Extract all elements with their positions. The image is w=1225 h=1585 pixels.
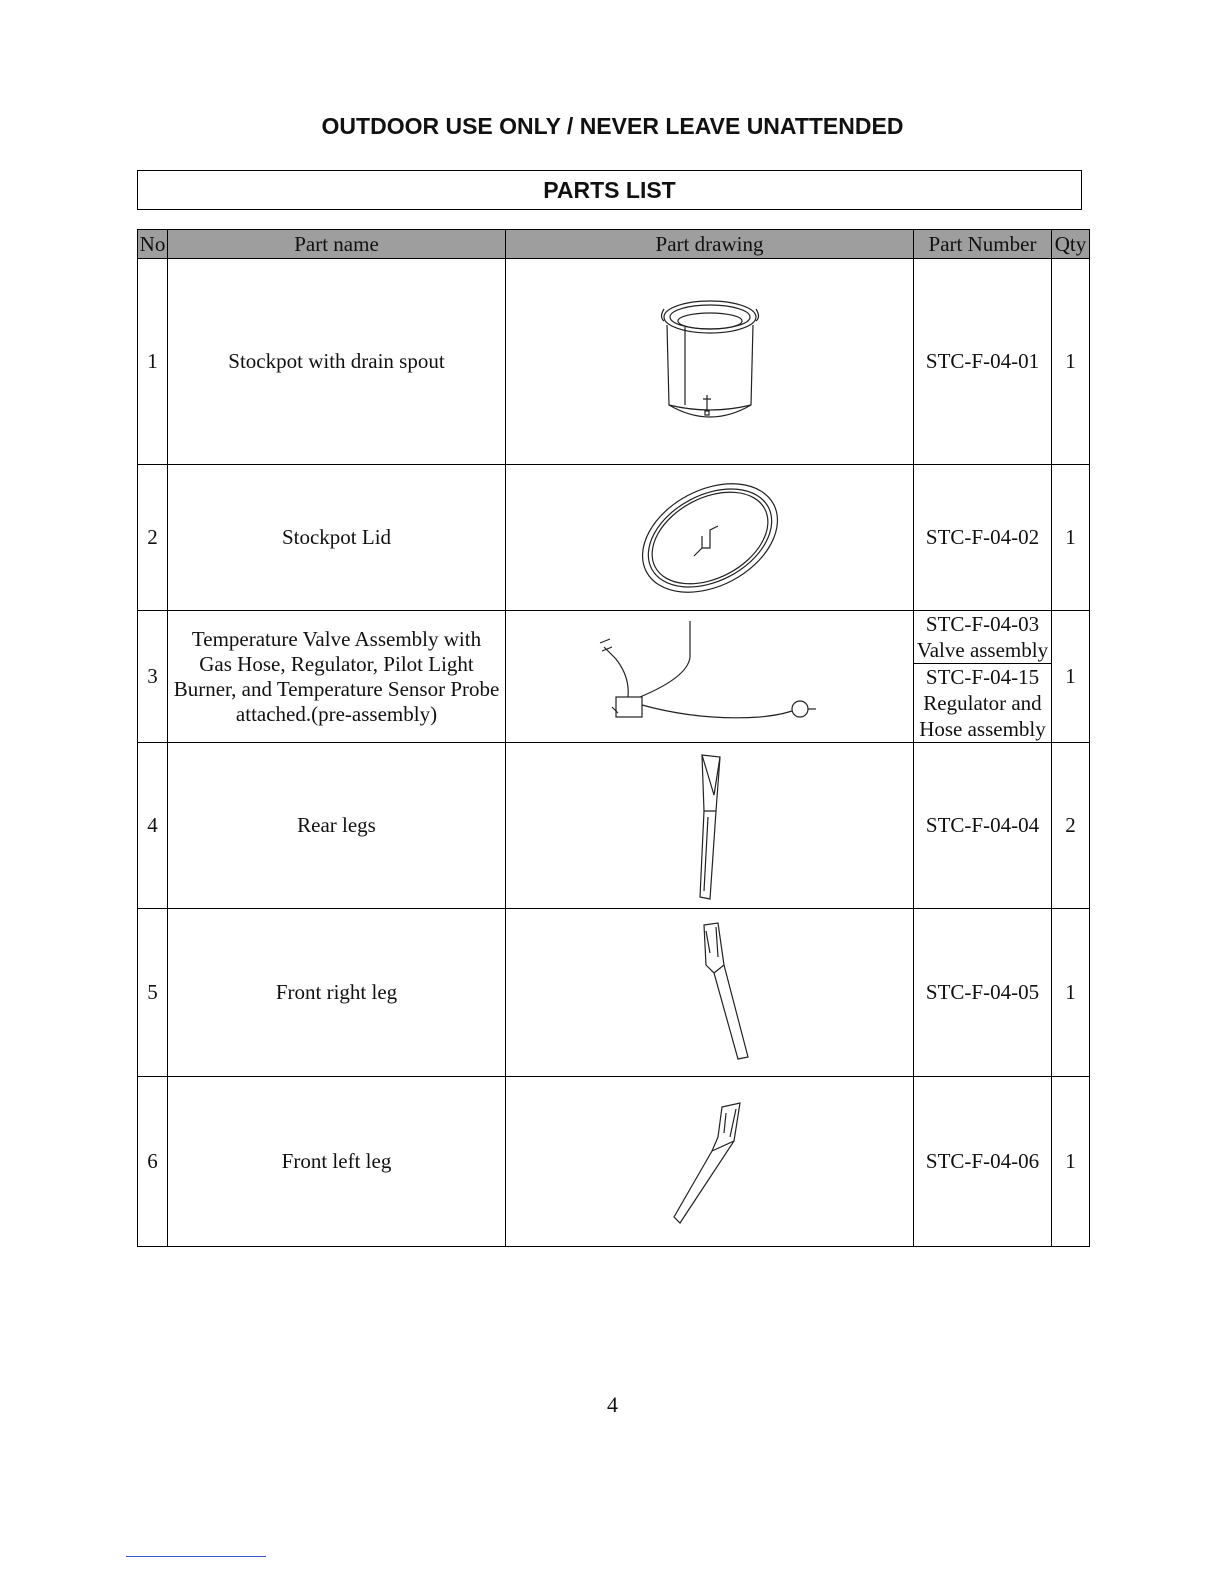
row-number: 6: [138, 1077, 168, 1247]
quantity: 1: [1052, 259, 1090, 465]
part-number: STC-F-04-05: [914, 909, 1052, 1077]
part-number: STC-F-04-04: [914, 743, 1052, 909]
row-number: 4: [138, 743, 168, 909]
quantity: 1: [1052, 1077, 1090, 1247]
page-number: 4: [607, 1392, 618, 1417]
column-header-part-name: Part name: [168, 230, 506, 259]
part-number-description: Valve assembly: [916, 638, 1049, 662]
part-name-line: Gas Hose, Regulator, Pilot Light: [199, 651, 474, 676]
valve-assembly-drawing: [506, 611, 914, 743]
table-row: [138, 1077, 1090, 1247]
warning-heading: OUTDOOR USE ONLY / NEVER LEAVE UNATTENDED: [321, 113, 904, 139]
column-header-qty: Qty: [1052, 230, 1090, 259]
lid-drawing: [506, 465, 914, 611]
part-name-line: Temperature Valve Assembly with: [191, 626, 482, 651]
stockpot-drawing: [506, 259, 914, 465]
part-name-line: Burner, and Temperature Sensor Probe: [173, 676, 500, 701]
part-number-split: [914, 611, 1052, 743]
part-number: STC-F-04-02: [914, 465, 1052, 611]
part-name: [168, 611, 506, 743]
row-number: 2: [138, 465, 168, 611]
part-name: Front right leg: [168, 909, 506, 1077]
table-header-row: [138, 230, 1090, 259]
table-row: [138, 909, 1090, 1077]
quantity: 1: [1052, 909, 1090, 1077]
part-name-line: attached.(pre-assembly): [235, 701, 438, 726]
part-number: STC-F-04-06: [914, 1077, 1052, 1247]
part-number: STC-F-04-15: [914, 663, 1051, 690]
part-number: STC-F-04-01: [914, 259, 1052, 465]
parts-table: [137, 229, 1090, 1247]
part-name: Stockpot Lid: [168, 465, 506, 611]
parts-list-title: PARTS LIST: [137, 170, 1082, 210]
part-number-description: Hose assembly: [919, 717, 1046, 741]
front-left-leg-drawing: [506, 1077, 914, 1247]
row-number: 3: [138, 611, 168, 743]
part-number: STC-F-04-03: [925, 612, 1040, 636]
column-header-part-number: Part Number: [914, 230, 1052, 259]
part-name: Rear legs: [168, 743, 506, 909]
quantity: 1: [1052, 611, 1090, 743]
quantity: 1: [1052, 465, 1090, 611]
row-number: 5: [138, 909, 168, 1077]
part-name: Stockpot with drain spout: [168, 259, 506, 465]
row-number: 1: [138, 259, 168, 465]
table-row: [138, 743, 1090, 909]
front-right-leg-drawing: [506, 909, 914, 1077]
rear-leg-drawing: [506, 743, 914, 909]
footer-link-line: [126, 1556, 266, 1557]
table-row: [138, 465, 1090, 611]
quantity: 2: [1052, 743, 1090, 909]
table-row: [138, 259, 1090, 465]
column-header-part-drawing: Part drawing: [506, 230, 914, 259]
table-row: [138, 611, 1090, 743]
part-number-description: Regulator and: [923, 691, 1042, 715]
column-header-no: No: [138, 230, 168, 259]
part-name: Front left leg: [168, 1077, 506, 1247]
